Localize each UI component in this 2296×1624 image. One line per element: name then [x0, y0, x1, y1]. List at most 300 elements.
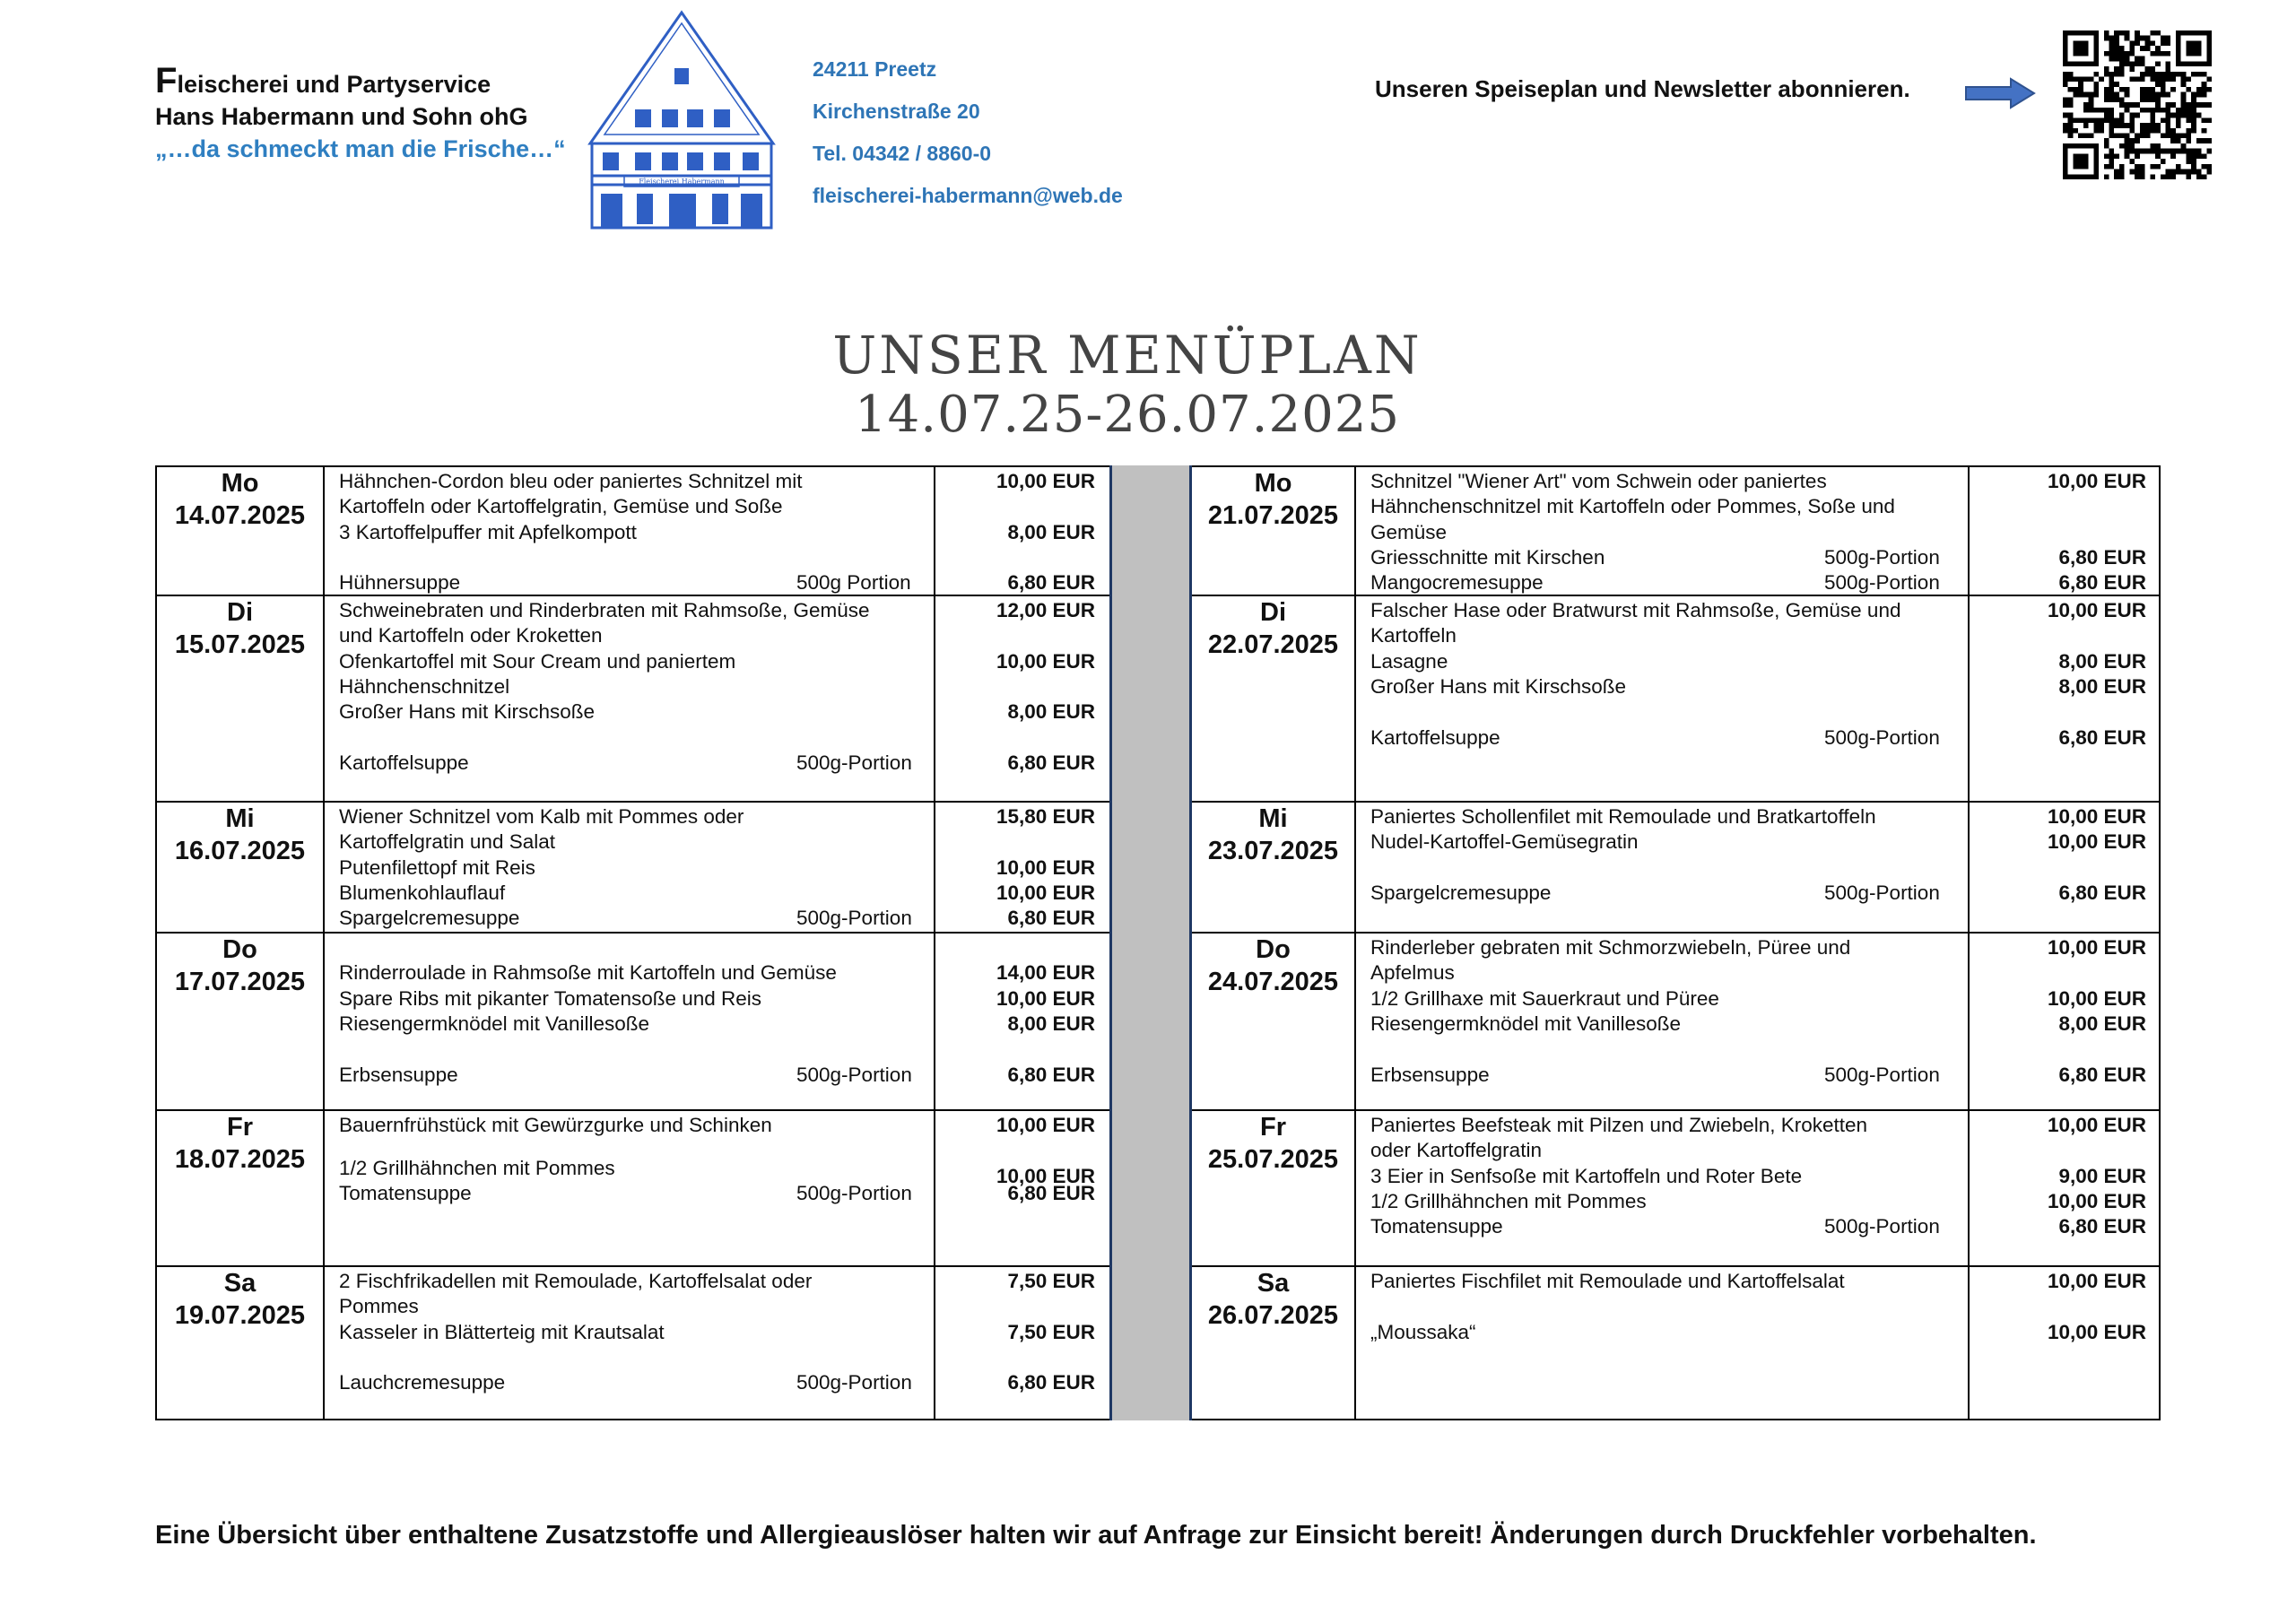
qr-module [2155, 46, 2161, 51]
dish-line [339, 1320, 665, 1345]
dish-line [1370, 1063, 1940, 1088]
qr-module [2165, 51, 2170, 56]
menu-title: UNSER MENÜPLAN [832, 325, 1422, 386]
week-divider [1109, 465, 1192, 1420]
qr-module [2165, 72, 2170, 77]
day-row [157, 467, 1109, 595]
qr-module [2129, 117, 2135, 123]
dish-line [339, 623, 603, 648]
qr-module [2068, 77, 2074, 83]
qr-finder-pattern [2063, 143, 2099, 179]
qr-module [2125, 102, 2130, 108]
qr-module [2119, 169, 2125, 175]
qr-module [2181, 143, 2187, 149]
qr-module [2181, 133, 2187, 138]
dish-cell [323, 596, 934, 801]
dish-line [1370, 570, 1940, 595]
dish-text: Tomatensuppe [339, 1182, 472, 1205]
qr-module [2161, 133, 2166, 138]
qr-module [2129, 138, 2135, 143]
qr-module [2093, 128, 2099, 134]
dish-text: 3 Kartoffelpuffer mit Apfelkompott [339, 520, 637, 543]
qr-module [2114, 66, 2119, 72]
dish-cell [1354, 934, 1968, 1109]
qr-module [2186, 128, 2191, 134]
qr-module [2135, 102, 2140, 108]
week1-table [157, 467, 1109, 1419]
qr-module [2125, 108, 2130, 113]
qr-module [2068, 102, 2074, 108]
dish-text: Spare Ribs mit pikanter Tomatensoße und Reis [339, 986, 762, 1010]
qr-module [2129, 51, 2135, 56]
qr-module [2165, 113, 2170, 118]
qr-module [2125, 61, 2130, 66]
qr-module [2140, 56, 2145, 62]
qr-module [2129, 77, 2135, 83]
qr-module [2202, 164, 2207, 169]
dish-text: Hähnchenschnitzel [339, 674, 510, 698]
qr-module [2186, 117, 2191, 123]
qr-module [2145, 66, 2151, 72]
qr-module [2068, 72, 2074, 77]
dish-line [339, 829, 555, 855]
qr-module [2140, 92, 2145, 98]
qr-module [2114, 51, 2119, 56]
qr-module [2109, 97, 2115, 102]
dish-text: Blumenkohlauflauf [339, 881, 506, 904]
price-label: 6,80 EUR [2058, 571, 2146, 595]
price-label: 10,00 EUR [2047, 830, 2146, 854]
date-label: 24.07.2025 [1207, 968, 1339, 996]
qr-module [2206, 138, 2212, 143]
qr-module [2196, 92, 2202, 98]
newsletter-text: Unseren Speiseplan und Newsletter abonnieren. [1375, 75, 1910, 102]
day-cell [157, 1111, 323, 1265]
qr-module [2104, 51, 2109, 56]
qr-module [2150, 30, 2155, 36]
qr-module [2186, 159, 2191, 164]
qr-module [2104, 30, 2109, 36]
dish-line [339, 1113, 772, 1138]
qr-module [2181, 82, 2187, 87]
qr-module [2196, 149, 2202, 154]
qr-module [2083, 102, 2089, 108]
qr-module [2191, 159, 2196, 164]
qr-module [2140, 87, 2145, 92]
qr-module [2068, 117, 2074, 123]
price-label: 7,50 EUR [1007, 1270, 1095, 1292]
date-label: 26.07.2025 [1207, 1301, 1339, 1330]
qr-module [2125, 149, 2130, 154]
dish-text: Griesschnitte mit Kirschen [1370, 545, 1605, 569]
portion-label: 500g-Portion [796, 1182, 912, 1205]
dish-text: Riesengermknödel mit Vanillesoße [339, 1012, 649, 1035]
dish-line [1370, 960, 1455, 986]
qr-module [2109, 40, 2115, 46]
weekday-label: Do [1256, 935, 1291, 964]
qr-module [2089, 77, 2094, 83]
qr-module [2119, 143, 2125, 149]
qr-module [2150, 87, 2155, 92]
price-cell [934, 1267, 1109, 1419]
dish-line [1370, 520, 1447, 545]
qr-module [2176, 133, 2181, 138]
qr-module [2191, 153, 2196, 159]
date-label: 18.07.2025 [174, 1145, 306, 1174]
portion-label: 500g-Portion [1824, 1215, 1940, 1238]
qr-module [2165, 66, 2170, 72]
qr-module [2109, 153, 2115, 159]
qr-module [2145, 123, 2151, 128]
qr-module [2109, 133, 2115, 138]
price-label: 10,00 EUR [996, 986, 1095, 1010]
qr-module [2114, 40, 2119, 46]
qr-module [2202, 174, 2207, 179]
weekday-label: Mi [1258, 804, 1288, 833]
price-cell [934, 467, 1109, 595]
qr-module [2104, 66, 2109, 72]
dish-line [1370, 935, 1850, 960]
qr-module [2176, 108, 2181, 113]
day-row [1192, 801, 2161, 932]
dish-text: Nudel-Kartoffel-Gemüsegratin [1370, 830, 1639, 854]
contact-city: 24211 Preetz [813, 57, 937, 81]
qr-module [2206, 169, 2212, 175]
qr-module [2181, 72, 2187, 77]
qr-module [2196, 87, 2202, 92]
dish-line [1370, 674, 1626, 699]
qr-module [2181, 169, 2187, 175]
day-cell [1192, 1111, 1354, 1265]
qr-module [2073, 117, 2078, 123]
price-label: 7,50 EUR [1007, 1320, 1095, 1343]
qr-module [2186, 138, 2191, 143]
qr-module [2083, 123, 2089, 128]
qr-module [2109, 72, 2115, 77]
dish-text: 1/2 Grillhaxe mit Sauerkraut und Püree [1370, 986, 1719, 1010]
qr-module [2129, 128, 2135, 134]
qr-module [2129, 159, 2135, 164]
dish-line [339, 1294, 419, 1319]
qr-module [2150, 128, 2155, 134]
qr-module [2089, 97, 2094, 102]
day-row [157, 1109, 1109, 1265]
dish-text: 1/2 Grillhähnchen mit Pommes [339, 1157, 615, 1180]
qr-module [2063, 123, 2068, 128]
qr-module [2140, 169, 2145, 175]
qr-code[interactable] [2061, 30, 2213, 179]
price-label: 8,00 EUR [1007, 700, 1095, 724]
qr-module [2165, 128, 2170, 134]
dish-cell [323, 1267, 934, 1419]
qr-module [2125, 36, 2130, 41]
qr-module [2150, 66, 2155, 72]
qr-module [2099, 123, 2104, 128]
qr-module [2114, 46, 2119, 51]
qr-module [2202, 102, 2207, 108]
price-label: 6,80 EUR [1007, 1063, 1095, 1086]
dish-text: Lasagne [1370, 649, 1448, 673]
date-label: 14.07.2025 [174, 501, 306, 530]
qr-module [2196, 102, 2202, 108]
qr-module [2119, 133, 2125, 138]
dish-line [339, 494, 782, 519]
qr-module [2063, 102, 2068, 108]
contact-street: Kirchenstraße 20 [813, 100, 980, 123]
qr-module [2125, 138, 2130, 143]
price-label: 12,00 EUR [996, 599, 1095, 621]
qr-module [2114, 30, 2119, 36]
dish-text: Hähnchen-Cordon bleu oder paniertes Schnitzel mit [339, 470, 803, 492]
qr-module [2186, 113, 2191, 118]
qr-module [2196, 174, 2202, 179]
qr-module [2170, 72, 2176, 77]
qr-module [2119, 123, 2125, 128]
price-cell [1968, 467, 2161, 595]
qr-module [2063, 113, 2068, 118]
qr-module [2068, 97, 2074, 102]
qr-module [2155, 102, 2161, 108]
dish-text: Putenfilettopf mit Reis [339, 855, 535, 879]
day-cell [1192, 803, 1354, 932]
day-row [1192, 1109, 2161, 1265]
price-cell [1968, 934, 2161, 1109]
qr-module [2093, 82, 2099, 87]
qr-module [2119, 113, 2125, 118]
qr-module [2145, 87, 2151, 92]
qr-module [2109, 149, 2115, 154]
qr-module [2125, 133, 2130, 138]
qr-module [2191, 92, 2196, 98]
qr-module [2191, 149, 2196, 154]
dish-line [339, 699, 595, 725]
day-row [1192, 1265, 2161, 1419]
qr-module [2119, 72, 2125, 77]
price-label: 10,00 EUR [2047, 805, 2146, 828]
price-cell [1968, 596, 2161, 801]
qr-module [2140, 77, 2145, 83]
qr-module [2125, 30, 2130, 36]
dish-line [339, 881, 505, 906]
qr-module [2089, 108, 2094, 113]
qr-module [2114, 97, 2119, 102]
price-cell [1968, 1111, 2161, 1265]
qr-module [2191, 117, 2196, 123]
qr-module [2161, 72, 2166, 77]
qr-module [2191, 128, 2196, 134]
qr-module [2186, 108, 2191, 113]
dish-text: Paniertes Fischfilet mit Remoulade und Kartoffelsalat [1370, 1270, 1845, 1292]
portion-label: 500g-Portion [1824, 571, 1940, 595]
price-label: 6,80 EUR [2058, 545, 2146, 569]
qr-module [2191, 97, 2196, 102]
dish-line [1370, 1113, 1867, 1138]
qr-module [2109, 164, 2115, 169]
dish-text: Rinderleber gebraten mit Schmorzwiebeln, Püree und [1370, 936, 1851, 959]
dish-text: Mangocremesuppe [1370, 571, 1544, 595]
qr-module [2125, 143, 2130, 149]
weekday-label: Sa [1257, 1269, 1290, 1298]
qr-module [2109, 113, 2115, 118]
qr-module [2140, 108, 2145, 113]
qr-module [2161, 82, 2166, 87]
qr-module [2150, 174, 2155, 179]
qr-module [2161, 92, 2166, 98]
day-cell [157, 803, 323, 932]
qr-module [2161, 36, 2166, 41]
qr-module [2104, 108, 2109, 113]
portion-label: 500g-Portion [796, 907, 912, 930]
qr-module [2161, 77, 2166, 83]
qr-module [2202, 82, 2207, 87]
dish-text: Gemüse [1370, 520, 1448, 543]
qr-module [2114, 56, 2119, 62]
dish-line [339, 598, 870, 623]
dish-text: Erbsensuppe [1370, 1063, 1490, 1086]
portion-label: 500g-Portion [1824, 1063, 1940, 1086]
qr-module [2150, 149, 2155, 154]
qr-module [2206, 149, 2212, 154]
price-label: 10,00 EUR [2047, 936, 2146, 959]
qr-finder-pattern [2176, 30, 2212, 66]
dish-text: Tomatensuppe [1370, 1215, 1503, 1238]
qr-module [2109, 117, 2115, 123]
price-label: 8,00 EUR [1007, 1012, 1095, 1035]
qr-module [2176, 113, 2181, 118]
price-label: 10,00 EUR [996, 1164, 1095, 1187]
qr-module [2078, 82, 2083, 87]
qr-module [2176, 164, 2181, 169]
price-label: 8,00 EUR [2058, 674, 2146, 698]
qr-module [2078, 87, 2083, 92]
price-label: 10,00 EUR [2047, 1270, 2146, 1292]
dish-cell [323, 934, 934, 1109]
qr-module [2109, 159, 2115, 164]
qr-module [2165, 133, 2170, 138]
qr-module [2165, 40, 2170, 46]
dish-text: Paniertes Beefsteak mit Pilzen und Zwiebeln, Kroketten [1370, 1114, 1868, 1136]
qr-module [2165, 117, 2170, 123]
dish-line [339, 1012, 649, 1037]
qr-module [2176, 138, 2181, 143]
menu-table [155, 465, 2161, 1420]
price-label: 10,00 EUR [996, 470, 1095, 492]
weekday-label: Sa [223, 1269, 257, 1298]
qr-module [2073, 77, 2078, 83]
qr-module [2186, 149, 2191, 154]
qr-module [2150, 97, 2155, 102]
date-label: 16.07.2025 [174, 837, 306, 865]
qr-module [2145, 128, 2151, 134]
dish-line [1370, 725, 1940, 751]
qr-module [2119, 164, 2125, 169]
dish-line [339, 649, 735, 674]
qr-module [2202, 87, 2207, 92]
qr-module [2165, 77, 2170, 83]
day-row [157, 932, 1109, 1109]
contact-email[interactable]: fleischerei-habermann@web.de [813, 184, 1123, 207]
qr-module [2063, 97, 2068, 102]
dish-line [339, 855, 535, 881]
qr-module [2186, 169, 2191, 175]
qr-module [2165, 102, 2170, 108]
qr-module [2125, 92, 2130, 98]
qr-module [2109, 87, 2115, 92]
qr-module [2170, 87, 2176, 92]
dish-line [339, 960, 837, 986]
qr-module [2135, 133, 2140, 138]
dish-text: „Moussaka“ [1370, 1320, 1476, 1343]
weekday-label: Mi [225, 804, 255, 833]
dish-line [1370, 881, 1940, 906]
price-label: 8,00 EUR [1007, 520, 1095, 543]
qr-module [2119, 97, 2125, 102]
qr-module [2191, 102, 2196, 108]
qr-module [2145, 36, 2151, 41]
qr-module [2135, 169, 2140, 175]
qr-module [2104, 97, 2109, 102]
qr-module [2063, 72, 2068, 77]
qr-module [2114, 92, 2119, 98]
qr-module [2114, 72, 2119, 77]
dish-text: Kasseler in Blätterteig mit Krautsalat [339, 1320, 665, 1343]
dish-line [339, 1269, 812, 1294]
dish-text: Erbsensuppe [339, 1063, 458, 1086]
qr-module [2068, 87, 2074, 92]
dish-line [339, 986, 761, 1012]
dish-text: Lauchcremesuppe [339, 1371, 506, 1394]
qr-module [2145, 92, 2151, 98]
dish-line [1370, 649, 1448, 674]
price-cell [1968, 803, 2161, 932]
qr-module [2155, 77, 2161, 83]
dish-cell [1354, 596, 1968, 801]
day-cell [157, 467, 323, 595]
day-cell [1192, 1267, 1354, 1419]
qr-module [2170, 174, 2176, 179]
qr-module [2078, 117, 2083, 123]
date-label: 23.07.2025 [1207, 837, 1339, 865]
qr-module [2129, 149, 2135, 154]
dish-cell [1354, 803, 1968, 932]
weekday-label: Mo [221, 469, 259, 498]
price-cell [1968, 1267, 2161, 1419]
qr-module [2063, 77, 2068, 83]
qr-module [2202, 92, 2207, 98]
qr-module [2083, 133, 2089, 138]
price-label: 10,00 EUR [2047, 1189, 2146, 1212]
qr-module [2150, 77, 2155, 83]
qr-module [2063, 82, 2068, 87]
qr-module [2202, 138, 2207, 143]
dish-text: Kartoffelsuppe [1370, 725, 1500, 749]
price-label: 10,00 EUR [2047, 986, 2146, 1010]
qr-module [2125, 56, 2130, 62]
qr-module [2155, 97, 2161, 102]
qr-module [2176, 117, 2181, 123]
qr-module [2068, 123, 2074, 128]
qr-module [2119, 61, 2125, 66]
qr-module [2073, 128, 2078, 134]
qr-module [2206, 87, 2212, 92]
contact-block [813, 48, 1123, 217]
qr-module [2140, 123, 2145, 128]
qr-module [2165, 123, 2170, 128]
dish-line [339, 906, 912, 931]
week2-table [1192, 467, 2161, 1419]
dish-text: Ofenkartoffel mit Sour Cream und paniertem [339, 649, 736, 673]
qr-module [2119, 46, 2125, 51]
